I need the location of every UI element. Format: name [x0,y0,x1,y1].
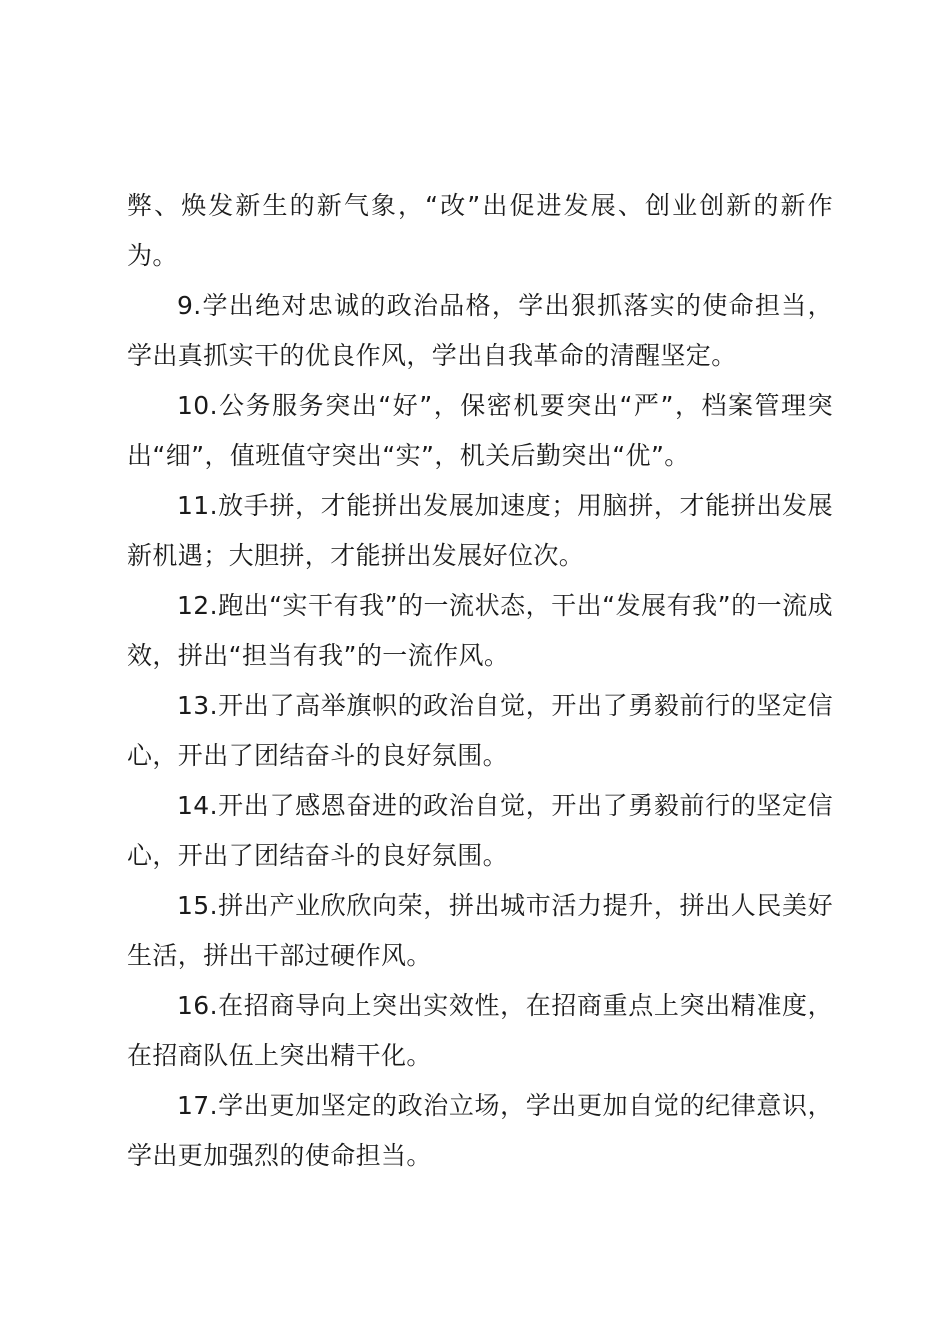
paragraph-continuation: 弊、焕发新生的新气象，“改”出促进发展、创业创新的新作为。 [127,191,833,270]
paragraph-item-15: 15.拼出产业欣欣向荣，拼出城市活力提升，拼出人民美好生活，拼出干部过硬作风。 [127,891,833,970]
document-body [127,181,833,1181]
paragraph-item-11: 11.放手拼，才能拼出发展加速度；用脑拼，才能拼出发展新机遇；大胆拼，才能拼出发展好位次。 [127,491,833,570]
paragraph-item-13: 13.开出了高举旗帜的政治自觉，开出了勇毅前行的坚定信心，开出了团结奋斗的良好氛围。 [127,691,833,770]
paragraph-item-10: 10.公务服务突出“好”，保密机要突出“严”，档案管理突出“细”，值班值守突出“实”，机关后勤突出“优”。 [127,391,833,470]
paragraph-item-17: 17.学出更加坚定的政治立场，学出更加自觉的纪律意识，学出更加强烈的使命担当。 [127,1091,833,1170]
paragraph-item-12: 12.跑出“实干有我”的一流状态，干出“发展有我”的一流成效，拼出“担当有我”的一流作风。 [127,591,833,670]
paragraph-item-16: 16.在招商导向上突出实效性，在招商重点上突出精准度，在招商队伍上突出精干化。 [127,991,833,1070]
paragraph-item-9: 9.学出绝对忠诚的政治品格，学出狠抓落实的使命担当，学出真抓实干的优良作风，学出自我革命的清醒坚定。 [127,291,833,370]
paragraph-item-14: 14.开出了感恩奋进的政治自觉，开出了勇毅前行的坚定信心，开出了团结奋斗的良好氛围。 [127,791,833,870]
